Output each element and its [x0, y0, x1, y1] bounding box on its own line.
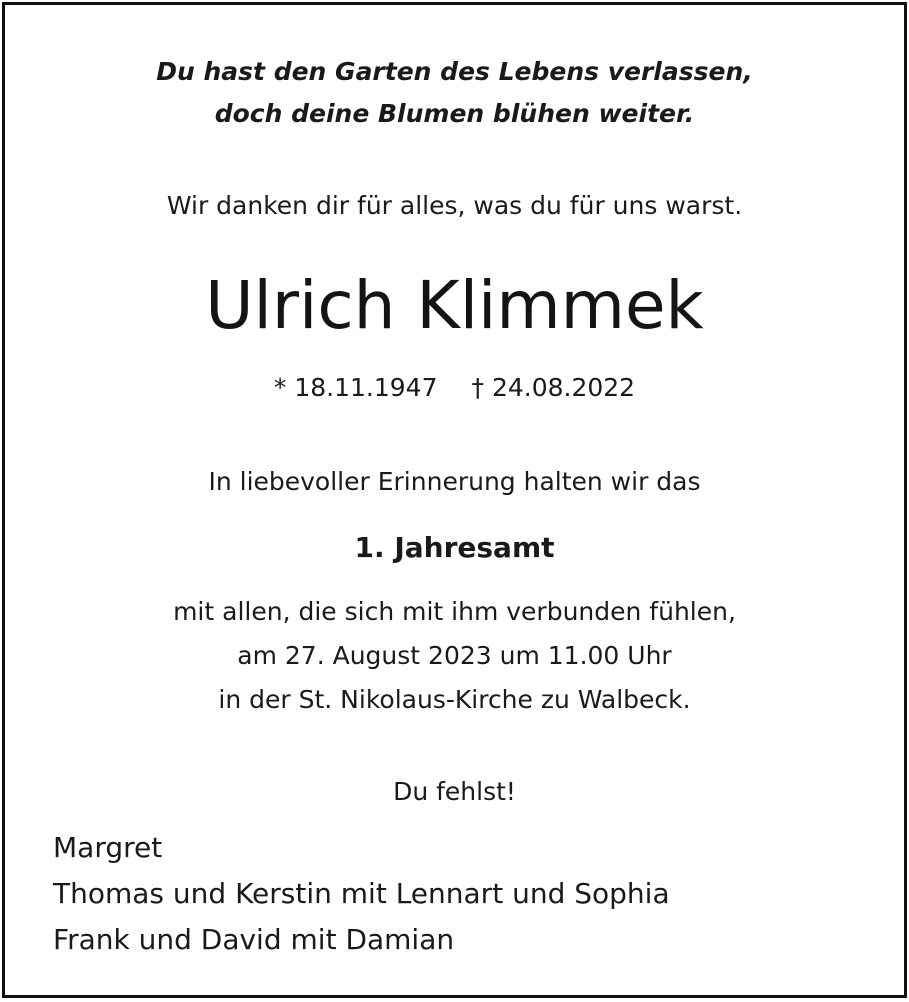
obituary-card: [2, 2, 907, 998]
closing-text: Du fehlst!: [393, 777, 516, 806]
signature-line: Margret: [53, 831, 163, 864]
motto-line-1: Du hast den Garten des Lebens verlassen,: [156, 57, 753, 86]
signature-line: Frank und David mit Damian: [53, 923, 455, 956]
birth-date: * 18.11.1947: [273, 373, 438, 402]
event-title: 1. Jahresamt: [354, 531, 555, 564]
life-dates: [5, 373, 904, 402]
invitation-line-3: in der St. Nikolaus-Kirche zu Walbeck.: [218, 685, 691, 714]
deceased-name: Ulrich Klimmek: [205, 267, 704, 344]
invitation-line-1: mit allen, die sich mit ihm verbunden fühlen,: [173, 597, 736, 626]
motto-line-2: doch deine Blumen blühen weiter.: [214, 99, 695, 128]
death-date: † 24.08.2022: [471, 373, 636, 402]
thanks-text: Wir danken dir für alles, was du für uns warst.: [166, 191, 743, 220]
invitation-line-2: am 27. August 2023 um 11.00 Uhr: [237, 641, 672, 670]
signature-line: Thomas und Kerstin mit Lennart und Sophia: [53, 877, 670, 910]
invitation-intro: In liebevoller Erinnerung halten wir das: [208, 467, 701, 496]
